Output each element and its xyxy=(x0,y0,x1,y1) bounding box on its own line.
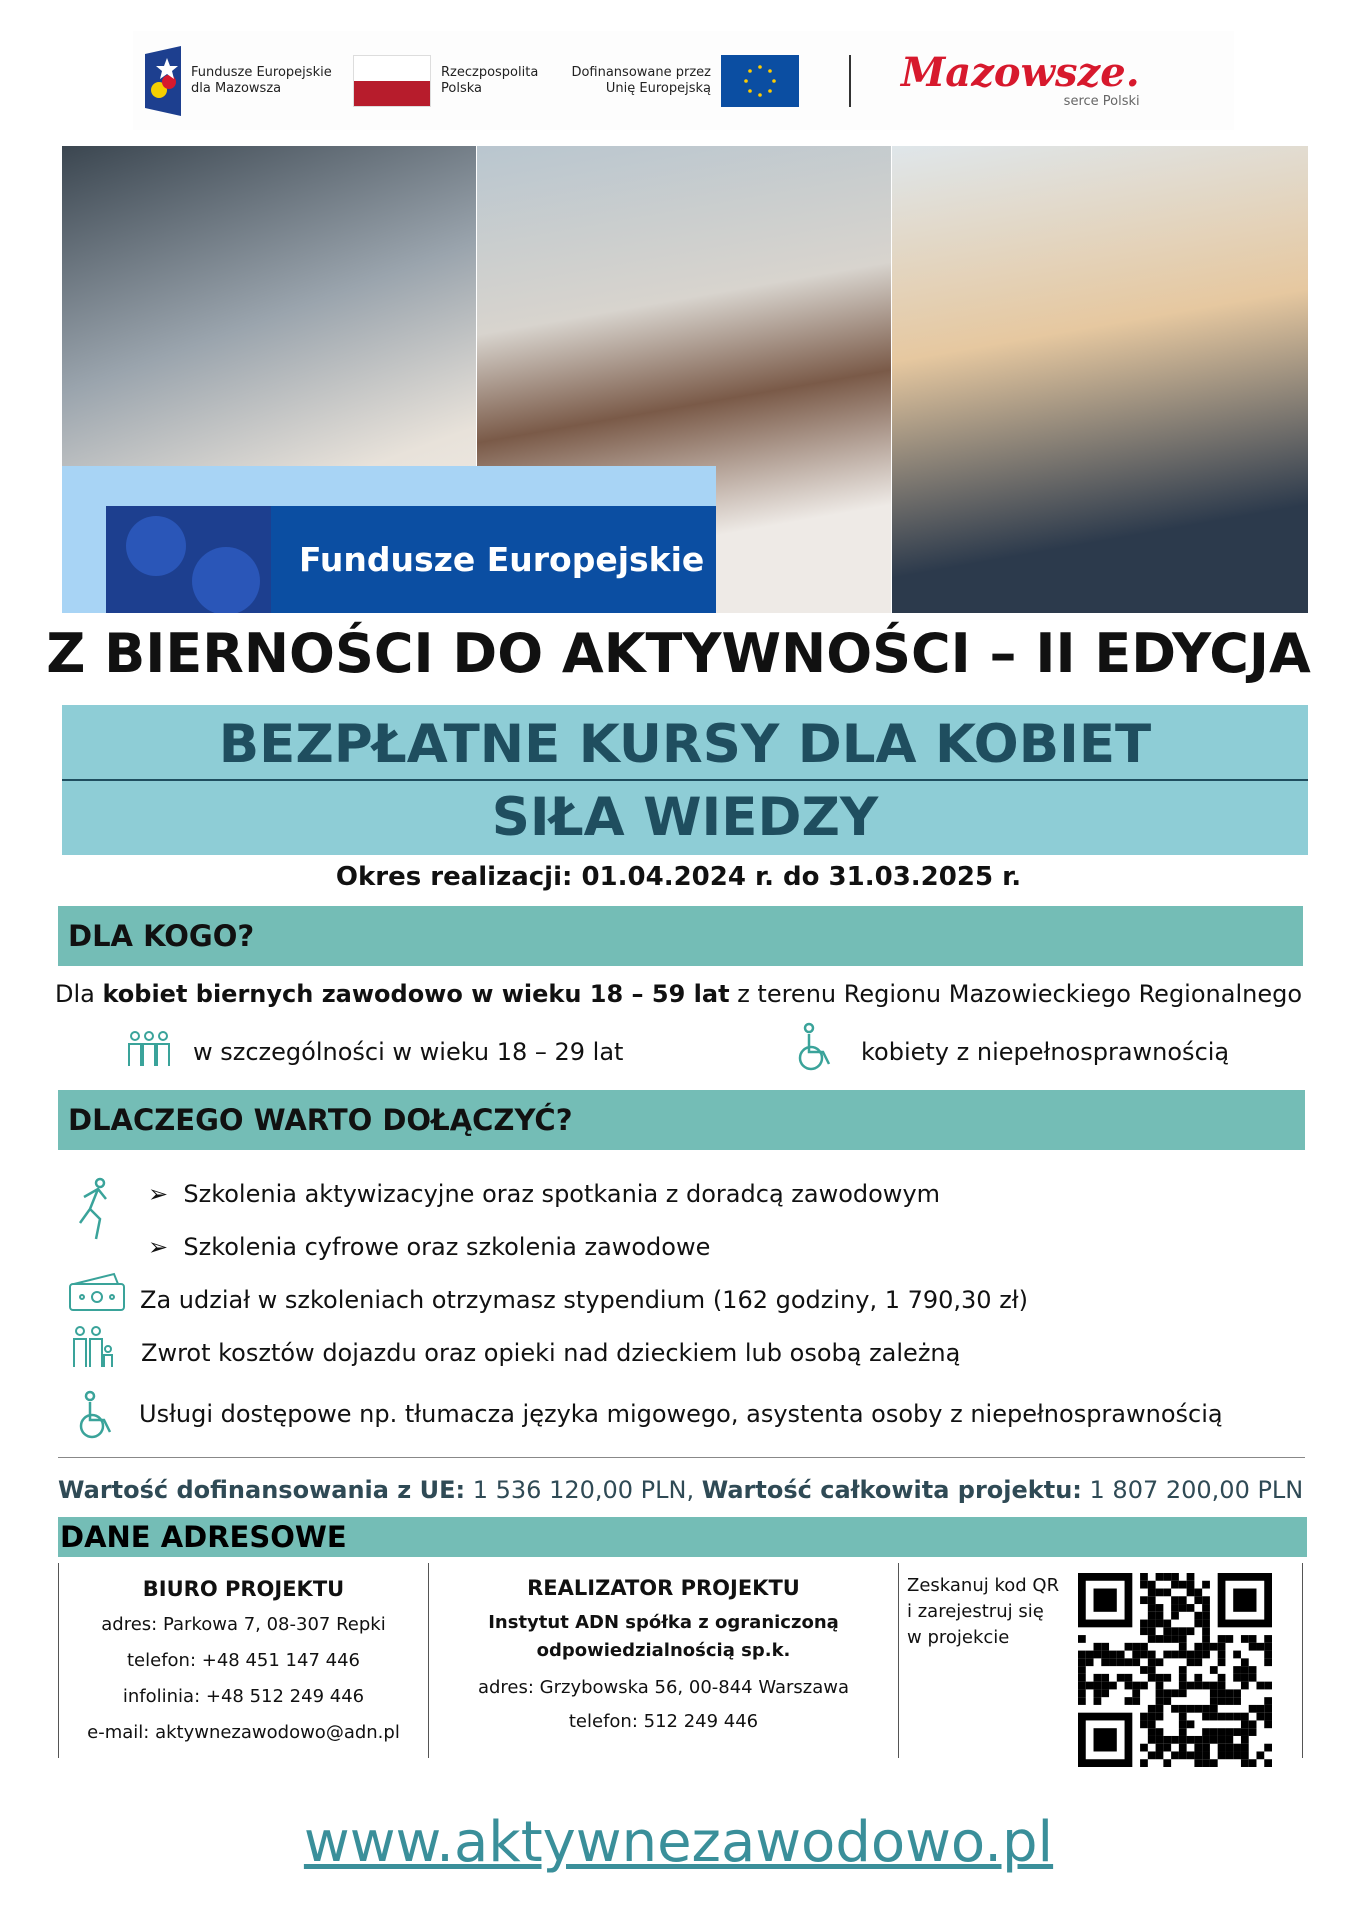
biuro-phone: telefon: +48 451 147 446 xyxy=(127,1650,360,1671)
text-bold: kobiet biernych zawodowo w wieku 18 – 59 lat xyxy=(102,980,730,1008)
page-title: Z BIERNOŚCI DO AKTYWNOŚCI – II EDYCJA xyxy=(46,622,1311,685)
website-link[interactable] xyxy=(0,1810,1357,1875)
benefit-2: ➢ Szkolenia cyfrowe oraz szkolenia zawodowe xyxy=(148,1233,711,1261)
realizator-name-2: odpowiedzialnością sp.k. xyxy=(536,1640,791,1661)
mazowsze-sub: serce Polski xyxy=(1063,94,1140,109)
website-url[interactable]: www.aktywnezawodowo.pl xyxy=(303,1810,1054,1875)
benefit-5: Usługi dostępowe np. tłumacza języka migowego, asystenta osoby z niepełnosprawnością xyxy=(139,1400,1223,1428)
photo-woman-smiling xyxy=(892,146,1308,613)
banner-line-2: SIŁA WIEDZY xyxy=(491,787,879,848)
money-icon xyxy=(68,1272,126,1312)
biuro-address: adres: Parkowa 7, 08-307 Repki xyxy=(101,1614,386,1635)
running-person-icon xyxy=(74,1175,114,1245)
benefit-4: Zwrot kosztów dojazdu oraz opieki nad dzieckiem lub osobą zależną xyxy=(141,1339,961,1367)
stars-icon xyxy=(106,506,271,613)
realizator-projektu xyxy=(428,1563,898,1758)
mazowsze-logo: Mazowsze. xyxy=(901,49,1140,96)
family-icon xyxy=(70,1325,116,1369)
qr-text-2: i zarejestruj się xyxy=(907,1601,1044,1622)
biuro-hotline: infolinia: +48 512 249 446 xyxy=(122,1686,365,1707)
eu-text: Dofinansowane przez xyxy=(571,64,711,80)
benefit-2-text: Szkolenia cyfrowe oraz szkolenia zawodowe xyxy=(183,1233,711,1261)
course-banner xyxy=(62,705,1308,855)
wheelchair-icon xyxy=(795,1022,837,1072)
fe-badge xyxy=(106,506,716,613)
divider xyxy=(58,1457,1305,1458)
section-dlaczego: DLACZEGO WARTO DOŁĄCZYĆ? xyxy=(58,1090,1305,1150)
benefit-1-text: Szkolenia aktywizacyjne oraz spotkania z doradcą zawodowym xyxy=(183,1180,941,1208)
funding-eu-value: 1 536 120,00 PLN, xyxy=(465,1476,702,1504)
fe-logo-icon xyxy=(145,46,181,116)
qr-text-3: w projekcie xyxy=(907,1627,1010,1648)
qr-text: Zeskanuj kod QR xyxy=(907,1575,1060,1596)
biuro-email[interactable]: e-mail: aktywnezawodowo@adn.pl xyxy=(87,1722,400,1743)
funding-total-label: Wartość całkowita projektu: xyxy=(701,1476,1082,1504)
logo-strip xyxy=(133,31,1234,130)
polish-flag xyxy=(353,55,431,107)
fe-logo-text: Fundusze Europejskie xyxy=(191,64,332,80)
section-dla-kogo: DLA KOGO? xyxy=(58,906,1303,966)
biuro-projektu xyxy=(58,1563,428,1758)
realizator-title: REALIZATOR PROJEKTU xyxy=(527,1576,800,1600)
period: Okres realizacji: 01.04.2024 r. do 31.03.2025 r. xyxy=(335,862,1022,892)
text: Dla xyxy=(54,980,103,1008)
text: z terenu Regionu Mazowieckiego Regionalnego xyxy=(729,980,1303,1008)
rp-text-2: Polska xyxy=(441,80,482,96)
fe-badge-text: Fundusze Europejskie xyxy=(299,540,705,579)
group-icon xyxy=(126,1030,172,1072)
target-description xyxy=(0,980,1357,1008)
realizator-phone: telefon: 512 249 446 xyxy=(568,1711,759,1732)
wheelchair-icon xyxy=(76,1390,118,1440)
funding-total-value: 1 807 200,00 PLN xyxy=(1081,1476,1304,1504)
eu-flag-icon xyxy=(721,55,799,107)
realizator-address: adres: Grzybowska 56, 00-844 Warszawa xyxy=(477,1677,850,1698)
rp-text: Rzeczpospolita xyxy=(441,64,539,80)
realizator-name: Instytut ADN spółka z ograniczoną xyxy=(488,1612,839,1633)
banner-line-1: BEZPŁATNE KURSY DLA KOBIET xyxy=(62,705,1308,781)
target-item-age: w szczególności w wieku 18 – 29 lat xyxy=(193,1038,624,1066)
target-item-disability: kobiety z niepełnosprawnością xyxy=(861,1038,1230,1066)
fe-logo-text-2: dla Mazowsza xyxy=(191,80,282,96)
benefit-3: Za udział w szkoleniach otrzymasz stypendium (162 godziny, 1 790,30 zł) xyxy=(140,1286,1028,1314)
benefit-1: ➢ Szkolenia aktywizacyjne oraz spotkania z doradcą zawodowym xyxy=(148,1180,941,1208)
divider xyxy=(849,55,851,107)
funding-info xyxy=(58,1476,1303,1504)
biuro-title: BIURO PROJEKTU xyxy=(142,1577,345,1601)
eu-text-2: Unię Europejską xyxy=(605,80,711,96)
section-dane-adresowe: DANE ADRESOWE xyxy=(58,1517,1307,1557)
funding-eu-label: Wartość dofinansowania z UE: xyxy=(58,1476,466,1504)
qr-code[interactable] xyxy=(1078,1573,1272,1767)
